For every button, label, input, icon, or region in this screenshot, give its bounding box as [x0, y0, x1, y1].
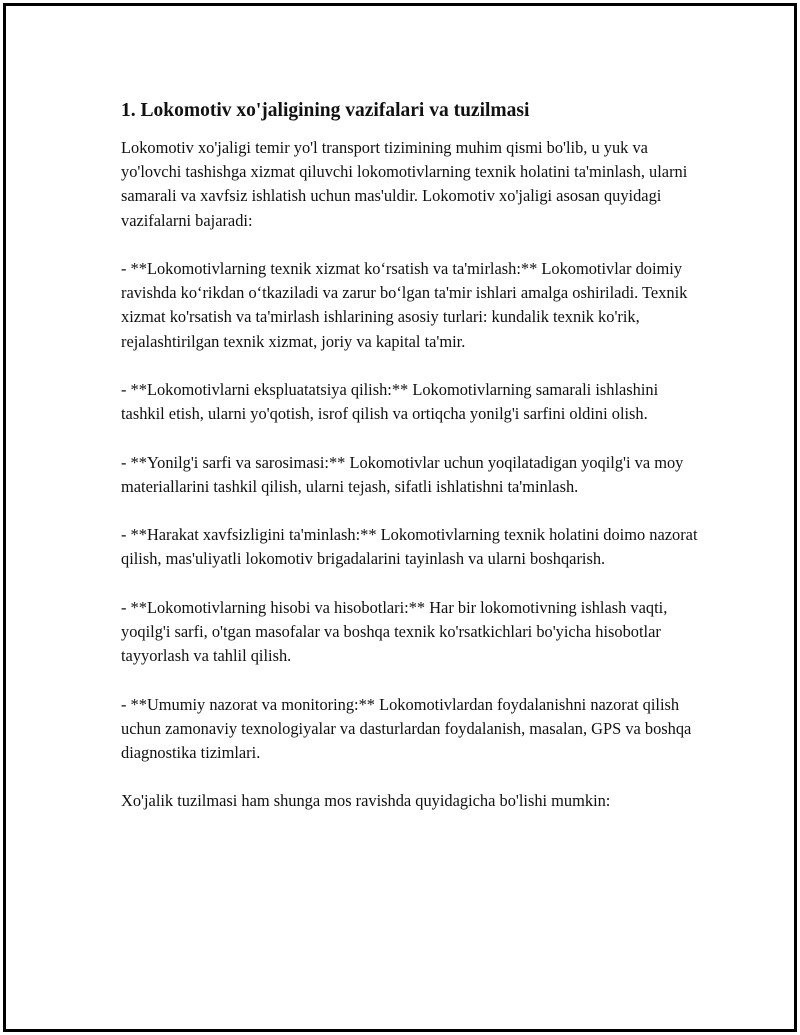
section-heading: 1. Lokomotiv xo'jaligining vazifalari va tuzilmasi [121, 100, 530, 121]
document-body [121, 98, 701, 838]
item-safety: - **Harakat xavfsizligini ta'minlash:** Lokomotivlarning texnik holatini doimo nazorat qilish, mas'uliyatli lokomotiv brigadalarini tayinlash va ularni boshqarish. [121, 525, 698, 569]
page-frame [3, 3, 797, 1032]
item-reporting: - **Lokomotivlarning hisobi va hisobotlari:** Har bir lokomotivning ishlash vaqti, yoqilg'i sarfi, o'tgan masofalar va boshqa texnik ko'rsatkichlari bo'yicha hisobotlar tayyorlash va tahlil qilish. [121, 597, 668, 666]
item-fuel: - **Yonilg'i sarfi va sarosimasi:** Lokomotivlar uchun yoqilatadigan yoqilg'i va moy materiallarini tashkil qilish, ularni tejash, sifatli ishlatishni ta'minlash. [121, 452, 684, 496]
item-maintenance: - **Lokomotivlarning texnik xizmat ko‘rsatish va ta'mirlash:** Lokomotivlar doimiy ravishda ko‘rikdan o‘tkaziladi va zarur bo‘lgan ta'mir ishlari amalga oshiriladi. Texnik xizmat ko'rsatish va ta'mirlash ishlarining asosiy turlari: kundalik texnik ko'rik, rejalashtirilgan texnik xizmat, joriy va kapital ta'mir. [121, 259, 688, 351]
item-operation: - **Lokomotivlarni ekspluatatsiya qilish:** Lokomotivlarning samarali ishlashini tashkil etish, ularni yo'qotish, isrof qilish va ortiqcha yonilg'i sarfini oldini olish. [121, 380, 659, 424]
intro-paragraph: Lokomotiv xo'jaligi temir yo'l transport tizimining muhim qismi bo'lib, u yuk va yo'lovchi tashishga xizmat qiluvchi lokomotivlarning texnik holatini ta'minlash, ularni samarali va xavfsiz ishlatish uchun mas'uldir. Lokomotiv xo'jaligi asosan quyidagi vazifalarni bajaradi: [121, 138, 688, 230]
item-monitoring: - **Umumiy nazorat va monitoring:** Lokomotivlardan foydalanishni nazorat qilish uchun zamonaviy texnologiyalar va dasturlardan foydalanish, masalan, GPS va boshqa diagnostika tizimlari. [121, 694, 692, 762]
structure-paragraph: Xo'jalik tuzilmasi ham shunga mos ravishda quyidagicha bo'lishi mumkin: [121, 791, 611, 811]
